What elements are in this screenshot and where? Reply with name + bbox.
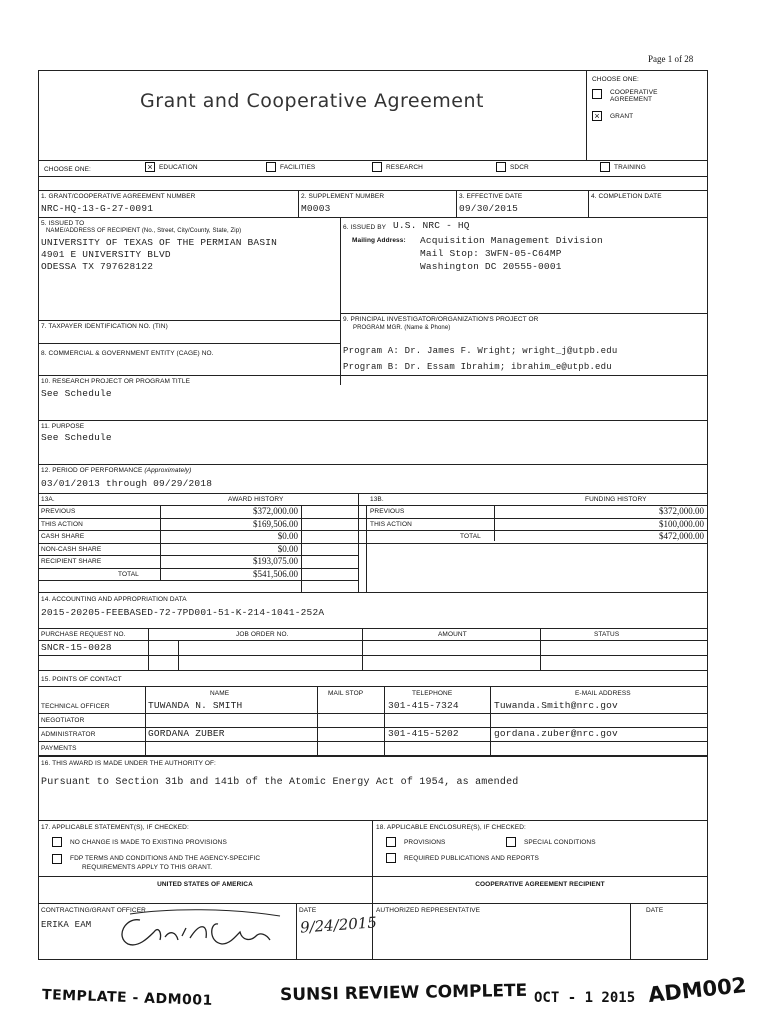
fdp-terms-line-1: FDP TERMS AND CONDITIONS AND THE AGENCY-SPECIFIC bbox=[70, 855, 261, 862]
pr-value: SNCR-15-0028 bbox=[41, 642, 112, 653]
contact-phone: 301-415-5202 bbox=[388, 728, 459, 739]
divider bbox=[540, 628, 541, 670]
divider bbox=[38, 876, 708, 877]
job-order-header: JOB ORDER NO. bbox=[236, 631, 289, 638]
research-label: RESEARCH bbox=[386, 163, 423, 171]
issuer-mail-stop: Mail Stop: 3WFN-05-C64MP bbox=[420, 248, 562, 259]
pi-label: 9. PRINCIPAL INVESTIGATOR/ORGANIZATION'S PROJECT OR bbox=[343, 316, 539, 323]
option-training[interactable] bbox=[600, 162, 646, 172]
divider bbox=[38, 176, 708, 177]
completion-date-label: 4. COMPLETION DATE bbox=[591, 193, 662, 200]
option-education[interactable] bbox=[145, 162, 198, 172]
fdp-terms-checkbox[interactable] bbox=[52, 854, 62, 864]
award-row-label: RECIPIENT SHARE bbox=[41, 558, 102, 565]
divider bbox=[586, 70, 587, 160]
contact-phone: 301-415-7324 bbox=[388, 700, 459, 711]
grant-label: GRANT bbox=[610, 112, 634, 120]
category-choose-label: CHOOSE ONE: bbox=[44, 166, 91, 173]
mailing-address-label: Mailing Address: bbox=[352, 237, 406, 244]
period-label bbox=[41, 467, 191, 474]
officer-date: 9/24/2015 bbox=[299, 913, 378, 937]
divider bbox=[38, 713, 708, 714]
special-conditions-option[interactable] bbox=[506, 837, 596, 847]
recipient-name: UNIVERSITY OF TEXAS OF THE PERMIAN BASIN bbox=[41, 237, 278, 248]
officer-date-label: DATE bbox=[299, 907, 317, 914]
agreement-type-chooser bbox=[592, 76, 702, 121]
publications-checkbox[interactable] bbox=[386, 853, 396, 863]
recipient-header: COOPERATIVE AGREEMENT RECIPIENT bbox=[475, 881, 605, 888]
divider bbox=[296, 903, 297, 960]
award-row-label: THIS ACTION bbox=[41, 520, 83, 528]
no-change-checkbox[interactable] bbox=[52, 837, 62, 847]
pi-list bbox=[343, 343, 617, 375]
contact-stop-header: MAIL STOP bbox=[328, 690, 364, 697]
no-change-option[interactable] bbox=[52, 837, 227, 847]
sdcr-checkbox[interactable] bbox=[496, 162, 506, 172]
divider bbox=[145, 686, 146, 755]
funding-row-label: TOTAL bbox=[460, 533, 481, 540]
divider bbox=[38, 640, 708, 641]
authority-label: 16. THIS AWARD IS MADE UNDER THE AUTHORITY OF: bbox=[41, 760, 216, 767]
divider bbox=[160, 505, 161, 580]
status-header: STATUS bbox=[594, 631, 620, 638]
issued-by-value: U.S. NRC - HQ bbox=[393, 220, 470, 231]
effective-date-label: 3. EFFECTIVE DATE bbox=[459, 193, 523, 200]
contact-role: TECHNICAL OFFICER bbox=[41, 703, 110, 710]
research-checkbox[interactable] bbox=[372, 162, 382, 172]
option-sdcr[interactable] bbox=[496, 162, 529, 172]
tin-label: 7. TAXPAYER IDENTIFICATION NO. (TIN) bbox=[41, 323, 168, 330]
option-facilities[interactable] bbox=[266, 162, 315, 172]
usa-header: UNITED STATES OF AMERICA bbox=[157, 881, 253, 888]
provisions-checkbox[interactable] bbox=[386, 837, 396, 847]
divider bbox=[298, 190, 299, 217]
fdp-terms-option[interactable] bbox=[52, 854, 260, 872]
divider bbox=[490, 686, 491, 755]
form-title: Grant and Cooperative Agreement bbox=[140, 90, 484, 112]
no-change-label: NO CHANGE IS MADE TO EXISTING PROVISIONS bbox=[70, 838, 227, 846]
amount-header: AMOUNT bbox=[438, 631, 467, 638]
fdp-terms-line-2: REQUIREMENTS APPLY TO THIS GRANT. bbox=[82, 864, 213, 871]
sdcr-label: SDCR bbox=[510, 163, 529, 171]
divider bbox=[38, 655, 708, 656]
option-research[interactable] bbox=[372, 162, 423, 172]
sunsi-stamp: SUNSI REVIEW COMPLETE bbox=[279, 980, 528, 1006]
divider bbox=[38, 518, 358, 519]
training-checkbox[interactable] bbox=[600, 162, 610, 172]
funding-row-value: $472,000.00 bbox=[659, 531, 704, 541]
period-label-text: 12. PERIOD OF PERFORMANCE bbox=[41, 467, 143, 474]
cooperative-agreement-label: COOPERATIVE AGREEMENT bbox=[610, 89, 658, 103]
recipient-address bbox=[41, 237, 277, 273]
grant-number-value: NRC-HQ-13-G-27-0091 bbox=[41, 203, 154, 214]
divider bbox=[38, 190, 708, 191]
divider bbox=[38, 741, 708, 742]
divider bbox=[38, 686, 708, 687]
contact-tel-header: TELEPHONE bbox=[412, 690, 453, 697]
award-row-value: $0.00 bbox=[277, 543, 298, 554]
funding-row-label: PREVIOUS bbox=[370, 508, 405, 515]
divider bbox=[38, 568, 358, 569]
program-a: Program A: Dr. James F. Wright; wright_j@utpb.edu bbox=[343, 346, 618, 356]
facilities-label: FACILITIES bbox=[280, 163, 316, 171]
divider bbox=[38, 592, 708, 593]
publications-option[interactable] bbox=[386, 853, 539, 863]
divider bbox=[38, 493, 708, 494]
accounting-label: 14. ACCOUNTING AND APPROPRIATION DATA bbox=[41, 596, 187, 603]
funding-row-label: THIS ACTION bbox=[370, 520, 412, 528]
rep-label: AUTHORIZED REPRESENTATIVE bbox=[376, 907, 481, 914]
grant-checkbox[interactable]: × bbox=[592, 111, 602, 121]
funding-row-value: $372,000.00 bbox=[659, 506, 704, 516]
divider bbox=[588, 190, 589, 217]
issued-by-label: 6. ISSUED BY bbox=[343, 224, 387, 231]
contact-name: TUWANDA N. SMITH bbox=[148, 700, 243, 711]
adm-stamp: ADM002 bbox=[647, 972, 748, 1008]
divider bbox=[362, 628, 363, 670]
cage-label: 8. COMMERCIAL & GOVERNMENT ENTITY (CAGE) NO. bbox=[41, 350, 214, 357]
authority-value: Pursuant to Section 31b and 141b of the Atomic Energy Act of 1954, as amended bbox=[41, 777, 519, 788]
divider bbox=[38, 628, 708, 629]
divider bbox=[38, 555, 358, 556]
grant-number-label: 1. GRANT/COOPERATIVE AGREEMENT NUMBER bbox=[41, 193, 196, 200]
period-label-note: (Approximately) bbox=[144, 467, 192, 474]
special-conditions-label: SPECIAL CONDITIONS bbox=[524, 838, 596, 846]
effective-date-value: 09/30/2015 bbox=[459, 203, 519, 214]
recipient-street: 4901 E UNIVERSITY BLVD bbox=[41, 249, 171, 260]
divider bbox=[358, 543, 708, 544]
funding-history-header: FUNDING HISTORY bbox=[585, 496, 647, 503]
issuer-city: Washington DC 20555-0001 bbox=[420, 261, 562, 272]
pi-sublabel: PROGRAM MGR. (Name & Phone) bbox=[353, 325, 451, 331]
divider bbox=[317, 686, 318, 755]
divider bbox=[38, 160, 708, 161]
provisions-option[interactable] bbox=[386, 837, 445, 847]
divider bbox=[38, 217, 708, 218]
divider bbox=[38, 820, 708, 821]
divider bbox=[38, 756, 708, 757]
divider bbox=[38, 580, 358, 581]
divider bbox=[340, 313, 708, 314]
purpose-value: See Schedule bbox=[41, 432, 112, 443]
contact-name: GORDANA ZUBER bbox=[148, 728, 225, 739]
officer-signature bbox=[110, 902, 290, 952]
recipient-city: ODESSA TX 797628122 bbox=[41, 261, 154, 272]
contact-email: gordana.zuber@nrc.gov bbox=[494, 728, 618, 739]
fdp-terms-label bbox=[70, 854, 260, 872]
date-stamp: OCT - 1 2015 bbox=[534, 990, 636, 1006]
divider bbox=[38, 464, 708, 465]
award-row-value: $372,000.00 bbox=[253, 506, 298, 516]
divider bbox=[38, 375, 708, 376]
award-row-value: $169,506.00 bbox=[253, 518, 298, 529]
issuer-division: Acquisition Management Division bbox=[420, 235, 603, 246]
enclosures-label: 18. APPLICABLE ENCLOSURE(S), IF CHECKED: bbox=[376, 824, 526, 831]
divider bbox=[38, 543, 358, 544]
provisions-label: PROVISIONS bbox=[404, 838, 446, 846]
project-title-value: See Schedule bbox=[41, 388, 112, 399]
divider bbox=[301, 505, 302, 592]
choose-one-label: CHOOSE ONE: bbox=[592, 76, 639, 83]
officer-name: ERIKA EAM bbox=[41, 920, 92, 930]
award-row-label: NON-CASH SHARE bbox=[41, 545, 102, 553]
special-conditions-checkbox[interactable] bbox=[506, 837, 516, 847]
contacts-label: 15. POINTS OF CONTACT bbox=[41, 676, 122, 683]
project-title-label: 10. RESEARCH PROJECT OR PROGRAM TITLE bbox=[41, 378, 191, 385]
issued-to-sublabel: NAME/ADDRESS OF RECIPIENT (No., Street, City/County, State, Zip) bbox=[46, 228, 242, 234]
template-stamp: TEMPLATE - ADM001 bbox=[41, 987, 213, 1009]
cooperative-agreement-checkbox[interactable] bbox=[592, 89, 602, 99]
divider bbox=[148, 628, 149, 670]
training-label: TRAINING bbox=[614, 163, 646, 171]
divider bbox=[456, 190, 457, 217]
divider bbox=[494, 505, 495, 541]
issuer-address bbox=[420, 234, 603, 273]
divider bbox=[384, 686, 385, 755]
divider bbox=[38, 670, 708, 671]
award-row-label: PREVIOUS bbox=[41, 508, 76, 515]
divider bbox=[340, 217, 341, 385]
divider bbox=[38, 320, 340, 321]
issued-to-label: 5. ISSUED TO bbox=[41, 220, 85, 227]
contact-email: Tuwanda.Smith@nrc.gov bbox=[494, 700, 618, 711]
education-label: EDUCATION bbox=[159, 163, 198, 171]
page-number: Page 1 of 28 bbox=[648, 54, 694, 64]
award-row-value: $193,075.00 bbox=[253, 556, 298, 566]
supplement-number-label: 2. SUPPLEMENT NUMBER bbox=[301, 193, 385, 200]
facilities-checkbox[interactable] bbox=[266, 162, 276, 172]
divider bbox=[372, 820, 373, 960]
divider bbox=[38, 343, 340, 344]
funding-history-num: 13B. bbox=[370, 496, 384, 503]
officer-label: CONTRACTING/GRANT OFFICER bbox=[41, 907, 146, 914]
award-row-label: TOTAL bbox=[118, 570, 139, 578]
program-b: Program B: Dr. Essam Ibrahim; ibrahim_e@utpb.edu bbox=[343, 362, 612, 372]
award-row-label: CASH SHARE bbox=[41, 533, 85, 540]
award-history-header: AWARD HISTORY bbox=[228, 496, 284, 503]
contact-role: NEGOTIATOR bbox=[41, 717, 85, 724]
rep-date-label: DATE bbox=[646, 907, 664, 914]
contact-name-header: NAME bbox=[210, 690, 230, 697]
purpose-label: 11. PURPOSE bbox=[41, 423, 85, 430]
award-history-num: 13A. bbox=[41, 496, 55, 503]
divider bbox=[38, 420, 708, 421]
divider bbox=[38, 530, 358, 531]
contact-role: PAYMENTS bbox=[41, 745, 77, 752]
publications-label: REQUIRED PUBLICATIONS AND REPORTS bbox=[404, 854, 539, 862]
title-area bbox=[38, 70, 586, 160]
award-row-value: $541,506.00 bbox=[253, 568, 298, 579]
supplement-number-value: M0003 bbox=[301, 203, 331, 214]
award-row-value: $0.00 bbox=[277, 531, 298, 541]
funding-row-value: $100,000.00 bbox=[659, 518, 704, 529]
statements-label: 17. APPLICABLE STATEMENT(S), IF CHECKED: bbox=[41, 824, 189, 831]
divider bbox=[630, 903, 631, 960]
education-checkbox[interactable]: × bbox=[145, 162, 155, 172]
contact-role: ADMINISTRATOR bbox=[41, 731, 96, 738]
pr-header: PURCHASE REQUEST NO. bbox=[41, 631, 126, 638]
contact-email-header: E-MAIL ADDRESS bbox=[575, 690, 631, 697]
period-value: 03/01/2013 through 09/29/2018 bbox=[41, 478, 213, 489]
accounting-value: 2015-20205-FEEBASED-72-7PD001-51-K-214-1041-252A bbox=[41, 607, 325, 618]
